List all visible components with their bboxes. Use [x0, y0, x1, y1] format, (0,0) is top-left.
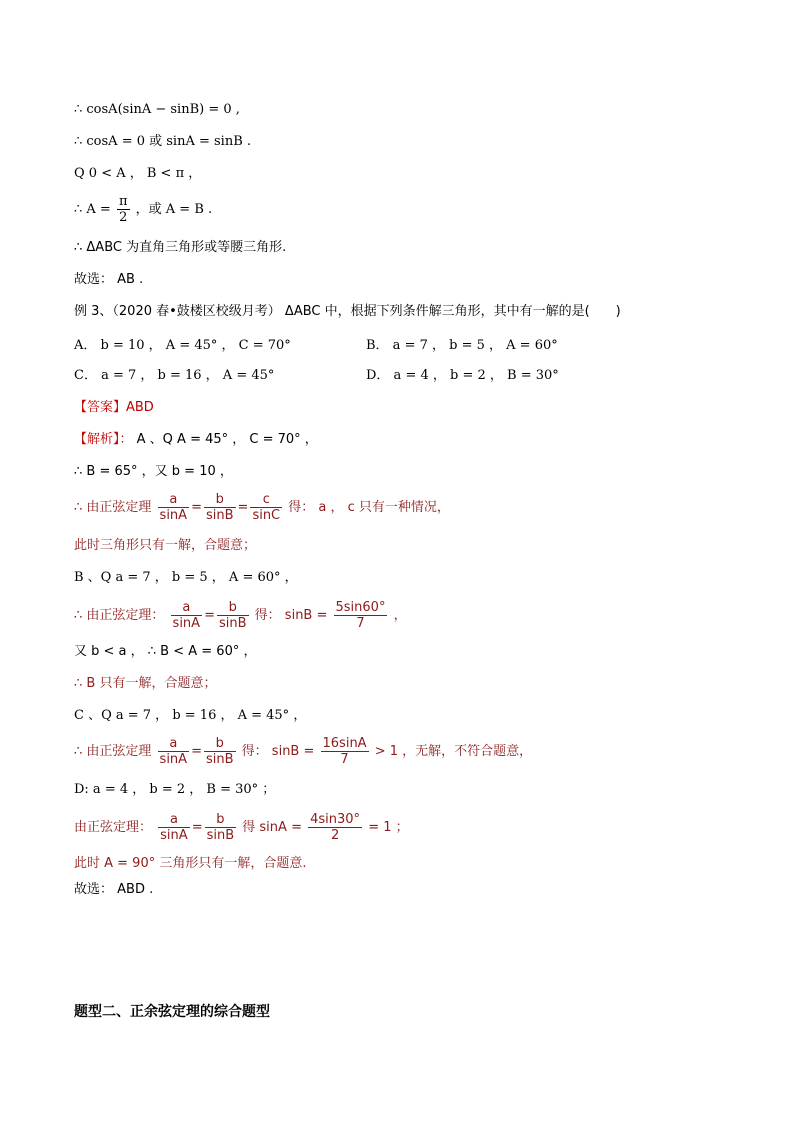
case-c: C 、Q a = 7 ， b = 16 ， A = 45° ，	[74, 708, 307, 723]
fraction-5sin60-over-7	[334, 600, 388, 631]
fraction-pi-over-2	[117, 194, 130, 225]
denominator: 2	[119, 210, 128, 225]
numerator: a	[171, 600, 203, 616]
denominator: sinA	[159, 752, 188, 767]
section-heading: 题型二、正余弦定理的综合题型	[74, 1004, 270, 1020]
text: A 、Q A = 45° ， C = 70° ，	[132, 432, 318, 447]
step-sine-law-d	[74, 812, 409, 843]
numerator: b	[204, 736, 236, 752]
option-d: D． a = 4 ， b = 2 ， B = 30°	[366, 368, 559, 383]
numerator: a	[158, 492, 190, 508]
denominator: sinA	[172, 616, 201, 631]
numerator: 4sin30°	[310, 812, 361, 827]
option-a: A． b = 10 ， A = 45° ， C = 70°	[74, 338, 291, 353]
denominator: sinC	[252, 508, 281, 523]
denominator: 2	[330, 828, 340, 843]
fraction-c-over-sinC	[250, 492, 282, 523]
step-sine-law-b	[74, 600, 407, 631]
numerator: a	[158, 812, 190, 828]
step-b-65: ∴ B = 65° ，又 b = 10 ，	[74, 464, 233, 479]
denominator: sinA	[159, 508, 188, 523]
fraction-a-over-sinA	[158, 812, 190, 843]
text: 得： sinB =	[241, 744, 315, 759]
step-sine-law-c	[74, 736, 532, 767]
numerator: b	[217, 600, 249, 616]
text: = 1 ；	[368, 820, 409, 835]
step-b-less-a: 又 b < a ， ∴ B < A = 60° ，	[74, 644, 257, 659]
text: ∴ A =	[74, 202, 111, 217]
text: ，或 A = B .	[135, 202, 213, 217]
equals: =	[237, 500, 249, 515]
text: ，	[393, 608, 407, 623]
denominator: sinB	[206, 828, 235, 843]
denominator: sinA	[160, 828, 188, 843]
numerator: b	[205, 812, 237, 828]
option-c: C． a = 7 ， b = 16 ， A = 45°	[74, 368, 275, 383]
text: ∴ 由正弦定理：	[74, 608, 165, 623]
step-a-90: 此时 A = 90° 三角形只有一解，合题意.	[74, 856, 307, 871]
equals: =	[191, 820, 203, 835]
text: 由正弦定理：	[74, 820, 153, 835]
choice-conclusion: 故选： AB .	[74, 272, 144, 287]
denominator: sinB	[205, 752, 234, 767]
fraction-a-over-sinA	[158, 492, 190, 523]
analysis-heading: 【解析】：	[74, 432, 133, 447]
step-sine-law-a	[74, 492, 450, 523]
fraction-b-over-sinB	[204, 736, 236, 767]
denominator: sinB	[205, 508, 234, 523]
text: 得： a ， c 只有一种情况，	[288, 500, 450, 515]
equals: =	[204, 608, 215, 623]
numerator: a	[158, 736, 190, 752]
denominator: 7	[356, 616, 365, 631]
step-b-one-solution: ∴ B 只有一解，合题意；	[74, 676, 217, 691]
text: ∴ 由正弦定理	[74, 500, 152, 515]
fraction-a-over-sinA	[158, 736, 190, 767]
denominator: 7	[340, 752, 349, 767]
numerator: 5sin60°	[335, 600, 386, 615]
step-one-solution: 此时三角形只有一解，合题意；	[74, 538, 257, 553]
numerator: c	[250, 492, 282, 508]
equals: =	[191, 744, 202, 759]
fraction-b-over-sinB	[205, 812, 237, 843]
fraction-4sin30-over-2	[308, 812, 362, 843]
fraction-b-over-sinB	[217, 600, 249, 631]
step-range: Q 0 < A ， B < π ，	[74, 166, 202, 181]
numerator: π	[118, 194, 128, 209]
final-choice: 故选： ABD .	[74, 882, 154, 897]
fraction-b-over-sinB	[204, 492, 236, 523]
case-b: B 、Q a = 7 ， b = 5 ， A = 60° ，	[74, 570, 298, 585]
step-angle-result	[74, 194, 212, 225]
answer-heading: 【答案】ABD	[74, 400, 154, 415]
denominator: sinB	[218, 616, 247, 631]
text: > 1 ，无解，不符合题意，	[374, 744, 533, 759]
equals: =	[191, 500, 202, 515]
text: ∴ 由正弦定理	[74, 744, 152, 759]
text: 得 sinA =	[242, 820, 302, 835]
numerator: 16sinA	[322, 736, 367, 751]
fraction-a-over-sinA	[171, 600, 203, 631]
step-triangle-type: ∴ ΔABC 为直角三角形或等腰三角形.	[74, 240, 287, 255]
fraction-16sinA-over-7	[321, 736, 369, 767]
analysis-intro	[74, 432, 318, 448]
option-b: B． a = 7 ， b = 5 ， A = 60°	[366, 338, 558, 353]
case-d: D: a = 4 ， b = 2 ， B = 30° ；	[74, 782, 276, 797]
numerator: b	[204, 492, 236, 508]
text: 得： sinB =	[254, 608, 328, 623]
step-cos-factor: ∴ cosA(sinA − sinB) = 0 ,	[74, 102, 240, 117]
example-3-question: 例 3、（2020 春•鼓楼区校级月考） ΔABC 中，根据下列条件解三角形，其中有一解的是( )	[74, 304, 621, 319]
step-cos-or-sin: ∴ cosA = 0 或 sinA = sinB .	[74, 134, 252, 149]
